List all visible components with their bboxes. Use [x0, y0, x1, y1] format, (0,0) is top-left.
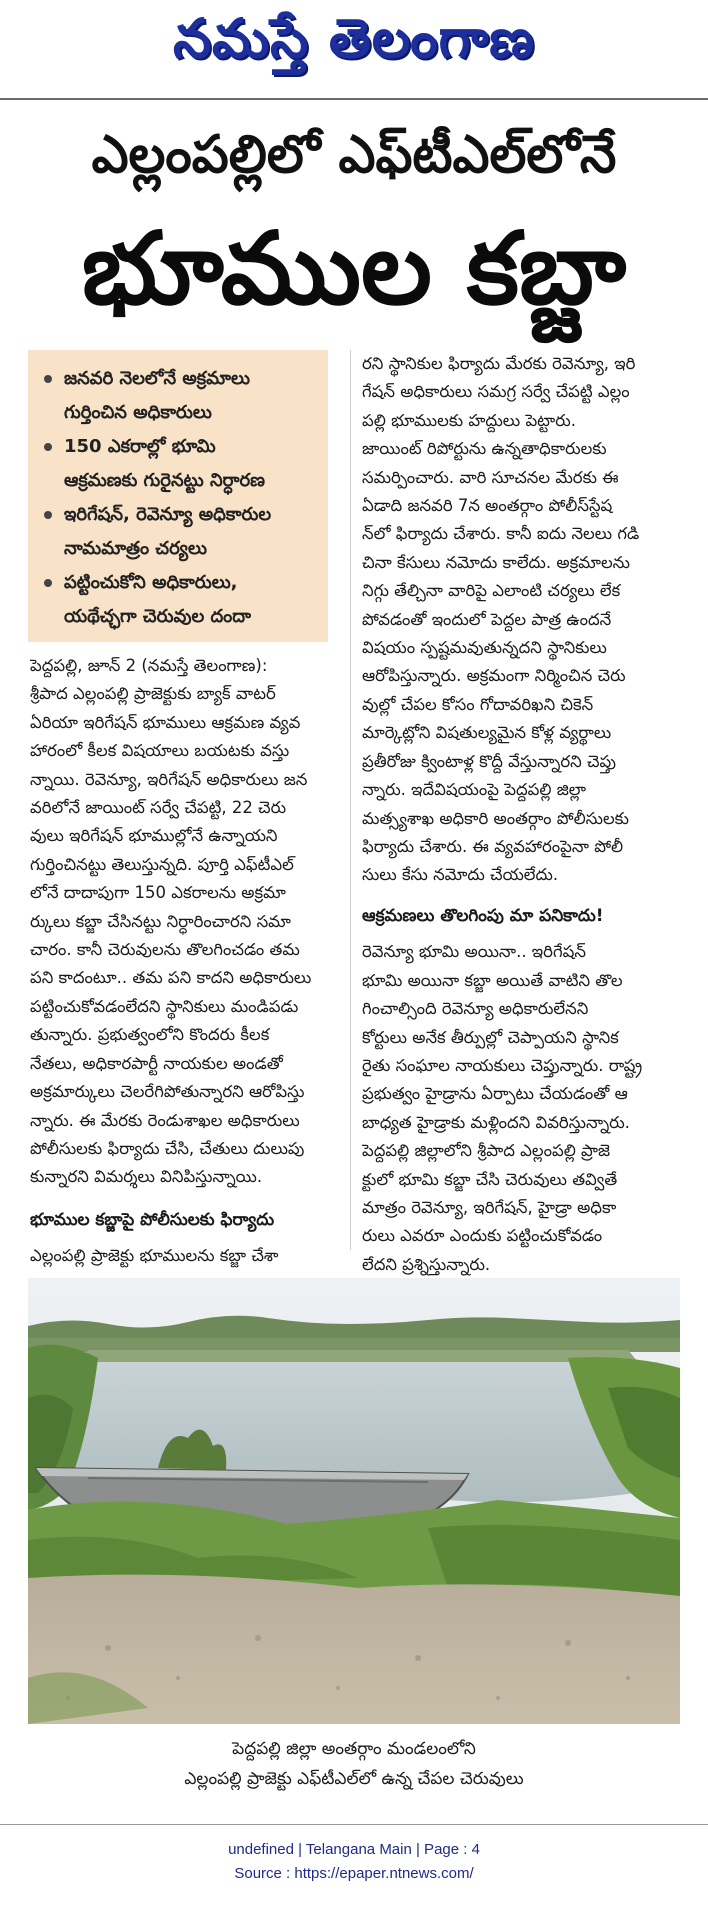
subheading-police-complaint: భూముల కబ్జాపై పోలీసులకు ఫిర్యాదు — [30, 1209, 275, 1230]
article-line: మార్కెట్లోని విషతుల్యమైన కోళ్ల వ్యర్థాలు — [362, 723, 612, 743]
article-line: పెద్దపల్లి, జూన్ 2 (నమస్తే తెలంగాణ): — [30, 656, 268, 675]
highlight-line: యథేచ్ఛగా చెరువుల దందా — [64, 606, 252, 627]
article-line: గించాల్సింది రెవెన్యూ అధికారులేనని — [362, 999, 589, 1019]
highlight-line: పట్టించుకోని అధికారులు, — [64, 572, 238, 593]
article-line: అక్రమార్కులు చెలరేగిపోతున్నారని ఆరోపిస్తు — [30, 1082, 305, 1102]
headline-line1: ఎల్లంపల్లిలో ఎఫ్‌టీఎల్‌లోనే — [91, 125, 617, 185]
article-right-column-lower — [362, 888, 682, 1279]
article-line: శ్రీపాద ఎల్లంపల్లి ప్రాజెక్టుకు బ్యాక్ వాటర్ — [30, 684, 276, 704]
caption-line1: పెద్దపల్లి జిల్లా అంతర్గాం మండలంలోని — [232, 1739, 476, 1759]
article-line: రెవెన్యూ భూమి అయినా.. ఇరిగేషన్ — [362, 942, 586, 962]
bullet-icon — [44, 511, 52, 519]
article-line: పెద్దపల్లి జిల్లాలోని శ్రీపాద ఎల్లంపల్లి ప్రాజె — [362, 1141, 611, 1161]
highlight-line: 150 ఎకరాల్లో భూమి — [64, 436, 216, 457]
article-line: పోవడంతో ఇందులో పెద్దల పాత్ర ఉందనే — [362, 609, 612, 629]
article-right-column — [362, 350, 682, 890]
bullet-icon — [44, 375, 52, 383]
article-line: సమర్పించారు. వారి సూచనల మేరకు ఈ — [362, 467, 619, 487]
article-line: రులు ఎవరూ ఎందుకు పట్టించుకోవడం — [362, 1226, 603, 1246]
article-line: తున్నారు. ప్రభుత్వంలోని కొందరు కీలక — [30, 1025, 270, 1045]
article-line: సులు కేసు నమోదు చేయలేదు. — [362, 865, 559, 885]
article-line: ఏడాది జనవరి 7న అంతర్గాం పోలీస్‌స్టేష — [362, 496, 613, 516]
article-line: భూమి అయినా కబ్జా అయితే వాటిని తొల — [362, 970, 623, 990]
highlights-box — [28, 350, 328, 642]
bullet-icon — [44, 443, 52, 451]
newspaper-title: నమస్తే తెలంగాణ — [173, 6, 535, 70]
article-line: న్నారు. ఇదేవిషయంపై పెద్దపల్లి జిల్లా — [362, 780, 587, 800]
article-line: ఆరోపిస్తున్నారు. అక్రమంగా నిర్మించిన చెరు — [362, 666, 626, 686]
article-line: చినా కేసులు నమోదు కాలేదు. అక్రమాలను — [362, 552, 630, 572]
bullet-icon — [44, 579, 52, 587]
article-line: ప్రతీరోజు క్వింటాళ్ల కొద్దీ వేస్తున్నారని చెప్తు — [362, 751, 616, 771]
article-line: చారం. కానీ చెరువులను తొలగించడం తమ — [30, 940, 300, 960]
photo-caption — [28, 1734, 680, 1794]
article-line: క్టులో భూమి కబ్జా చేసి చెరువులు తవ్వితే — [362, 1169, 618, 1189]
article-line: విషయం స్పష్టమవుతున్నదని స్థానికులు — [362, 638, 607, 658]
article-line: ఎల్లంపల్లి ప్రాజెక్టు భూములను కబ్జా చేశా — [30, 1246, 279, 1266]
article-line: బాధ్యత హైడ్రాకు మళ్లిందని వివరిస్తున్నారు. — [362, 1112, 630, 1132]
headline-line2: భూముల కబ్జా — [81, 210, 627, 327]
article-line: గేషన్ అధికారులు సమగ్ర సర్వే చేపట్టి ఎల్లం — [362, 382, 630, 402]
article-line: న్నారు. ఈ మేరకు రెండుశాఖల అధికారులు — [30, 1110, 300, 1130]
article-line: పోలీసులకు ఫిర్యాదు చేసి, చేతులు దులుపు — [30, 1138, 305, 1158]
article-line: పట్టించుకోవడంలేదని స్థానికులు మండిపడు — [30, 996, 299, 1016]
footer-divider — [0, 1824, 708, 1825]
article-line: న్నాయి. రెవెన్యూ, ఇరిగేషన్ అధికారులు జన — [30, 769, 308, 789]
article-line: వుల్లో చేపల కోసం గోదావరిఖని చికెన్ — [362, 694, 594, 714]
highlight-line: గుర్తించిన అధికారులు — [64, 402, 212, 423]
footer — [0, 1838, 708, 1886]
masthead-divider — [0, 98, 708, 100]
article-line: రైతు సంఘాల నాయకులు చెప్తున్నారు. రాష్ట్ర — [362, 1056, 643, 1076]
caption-line2: ఎల్లంపల్లి ప్రాజెక్టు ఎఫ్‌టీఎల్‌లో ఉన్న చేపల చెరువులు — [184, 1769, 524, 1789]
article-line: ఏరియా ఇరిగేషన్ భూములు ఆక్రమణ వ్యవ — [30, 712, 301, 732]
highlights-list — [42, 362, 316, 634]
article-line: పల్లి భూములకు హద్దులు పెట్టారు. — [362, 410, 576, 430]
highlight-line: నామమాత్రం చర్యలు — [64, 538, 207, 559]
article-line: కున్నారని విమర్శలు వినిపిస్తున్నాయి. — [30, 1167, 263, 1187]
article-line: రని స్థానికుల ఫిర్యాదు మేరకు రెవెన్యూ, ఇరి — [362, 354, 636, 373]
highlight-line: ఇరిగేషన్, రెవెన్యూ అధికారుల — [64, 504, 272, 525]
article-line: హారంలో కీలక విషయాలు బయటకు వస్తు — [30, 741, 290, 761]
article-photo — [28, 1278, 680, 1724]
article-line: మత్స్యశాఖ అధికారి అంతర్గాం పోలీసులకు — [362, 808, 629, 828]
article-line: వరిలోనే జాయింట్ సర్వే చేపట్టి, 22 చెరు — [30, 798, 287, 818]
article-line: ఫిర్యాదు చేశారు. ఈ వ్యవహారంపైనా పోలీ — [362, 836, 624, 856]
highlight-item — [42, 362, 316, 430]
article-line: మాత్రం రెవెన్యూ, ఇరిగేషన్, హైడ్రా అధికా — [362, 1198, 617, 1218]
highlight-item — [42, 566, 316, 634]
article-line: గుర్తించినట్టు తెలుస్తున్నది. పూర్తి ఎఫ్‌టీఎల్ — [30, 854, 294, 874]
highlight-line: ఆక్రమణకు గురైనట్టు నిర్ధారణ — [64, 470, 266, 491]
article-line: ర్కులు కబ్జా చేసినట్టు నిర్ధారించారని సమా — [30, 911, 291, 931]
article-line: వులు ఇరిగేషన్ భూముల్లోనే ఉన్నాయని — [30, 826, 278, 846]
article-line: ప్రభుత్వం హైడ్రాను ఏర్పాటు చేయడంతో ఆ — [362, 1084, 628, 1104]
article-line: నిగ్గు తేల్చినా వారిపై ఎలాంటి చర్యలు లేక — [362, 581, 621, 601]
column-divider — [350, 350, 351, 1250]
source-link[interactable]: Source : https://epaper.ntnews.com/ — [234, 1865, 474, 1882]
article-line: న్‌లో ఫిర్యాదు చేశారు. కానీ ఐదు నెలలు గడి — [362, 524, 640, 544]
article-line: జాయింట్ రిపోర్టును ఉన్నతాధికారులకు — [362, 439, 607, 459]
pond-boat-illustration — [28, 1278, 680, 1724]
highlight-item — [42, 498, 316, 566]
article-line: లోనే దాదాపుగా 150 ఎకరాలను అక్రమా — [30, 883, 286, 903]
masthead — [0, 0, 708, 90]
article-line: నేతలు, అధికారపార్టీ నాయకుల అండతో — [30, 1053, 283, 1073]
edition-info: undefined | Telangana Main | Page : 4 — [228, 1841, 480, 1858]
article-line: లేదని ప్రశ్నిస్తున్నారు. — [362, 1254, 491, 1274]
highlight-item — [42, 430, 316, 498]
article-line: పని కాదంటూ.. తమ పని కాదని అధికారులు — [30, 968, 312, 988]
article-left-column — [30, 652, 340, 1271]
article-line: కోర్టులు అనేక తీర్పుల్లో చెప్పాయని స్థానిక — [362, 1027, 619, 1047]
highlight-line: జనవరి నెలలోనే అక్రమాలు — [64, 368, 250, 389]
subheading-not-our-job: ఆక్రమణలు తొలగింపు మా పనికాదు! — [362, 906, 604, 926]
